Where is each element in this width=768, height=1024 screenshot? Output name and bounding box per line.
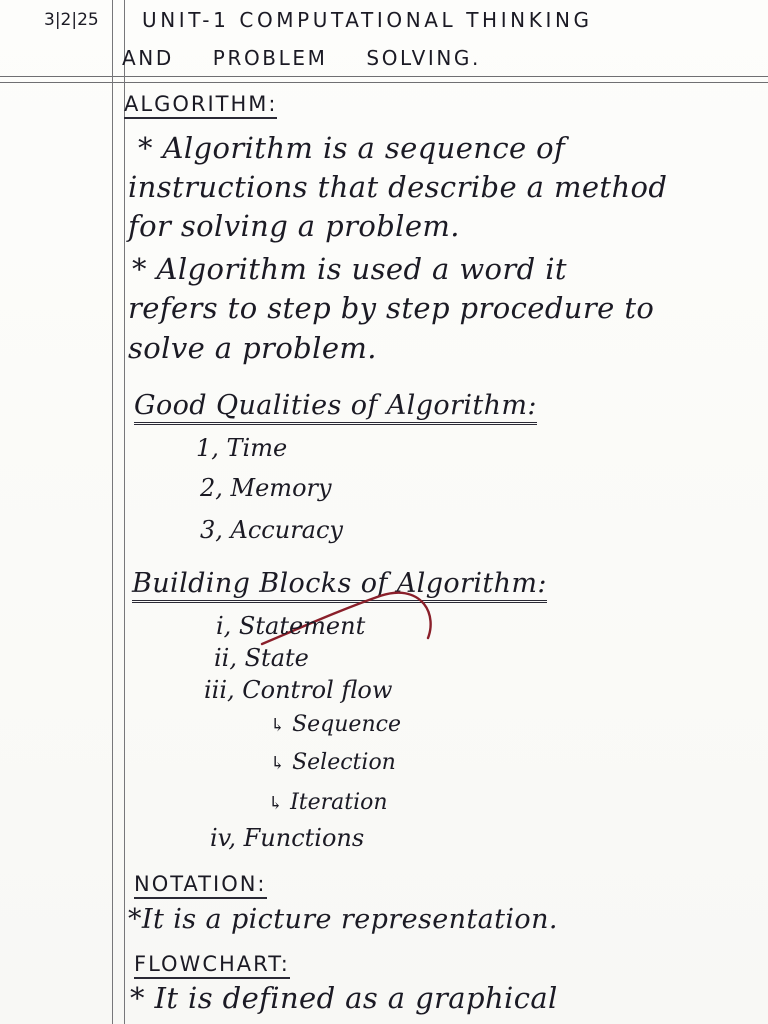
quality-item: 2, Memory: [200, 474, 332, 502]
algorithm-line: refers to step by step procedure to: [128, 291, 655, 325]
control-flow-label: Iteration: [290, 790, 388, 815]
notation-text: *It is a picture representation.: [128, 904, 558, 935]
control-flow-item: [270, 752, 396, 774]
block-item: iv, Functions: [210, 824, 365, 852]
control-flow-label: Selection: [292, 750, 396, 775]
algorithm-heading: ALGORITHM:: [124, 94, 277, 119]
flowchart-text: * It is defined as a graphical: [130, 981, 558, 1015]
algorithm-line: solve a problem.: [128, 331, 377, 365]
arrow-icon: ↳: [268, 793, 284, 814]
page-title-line1: UNIT-1 COMPUTATIONAL THINKING: [142, 8, 593, 32]
quality-item: 3, Accuracy: [200, 516, 343, 544]
notation-heading: NOTATION:: [134, 874, 267, 899]
algorithm-line: instructions that describe a method: [128, 170, 668, 204]
flowchart-heading: FLOWCHART:: [134, 954, 290, 979]
block-item: ii, State: [214, 644, 309, 672]
algorithm-line: for solving a problem.: [128, 209, 460, 243]
algorithm-line: * Algorithm is used a word it: [132, 252, 567, 286]
page-title-line2: AND PROBLEM SOLVING.: [122, 46, 481, 70]
control-flow-item: [270, 714, 401, 736]
block-item: iii, Control flow: [204, 676, 393, 704]
qualities-heading: Good Qualities of Algorithm:: [134, 392, 537, 425]
blocks-heading: Building Blocks of Algorithm:: [132, 570, 547, 603]
arrow-icon: ↳: [270, 715, 286, 736]
quality-item: 1, Time: [196, 434, 288, 462]
control-flow-label: Sequence: [292, 712, 401, 737]
algorithm-line: * Algorithm is a sequence of: [138, 131, 566, 165]
block-item: i, Statement: [216, 612, 366, 640]
arrow-icon: ↳: [270, 753, 286, 774]
control-flow-item: [268, 792, 388, 814]
date-text: 3|2|25: [44, 10, 99, 30]
